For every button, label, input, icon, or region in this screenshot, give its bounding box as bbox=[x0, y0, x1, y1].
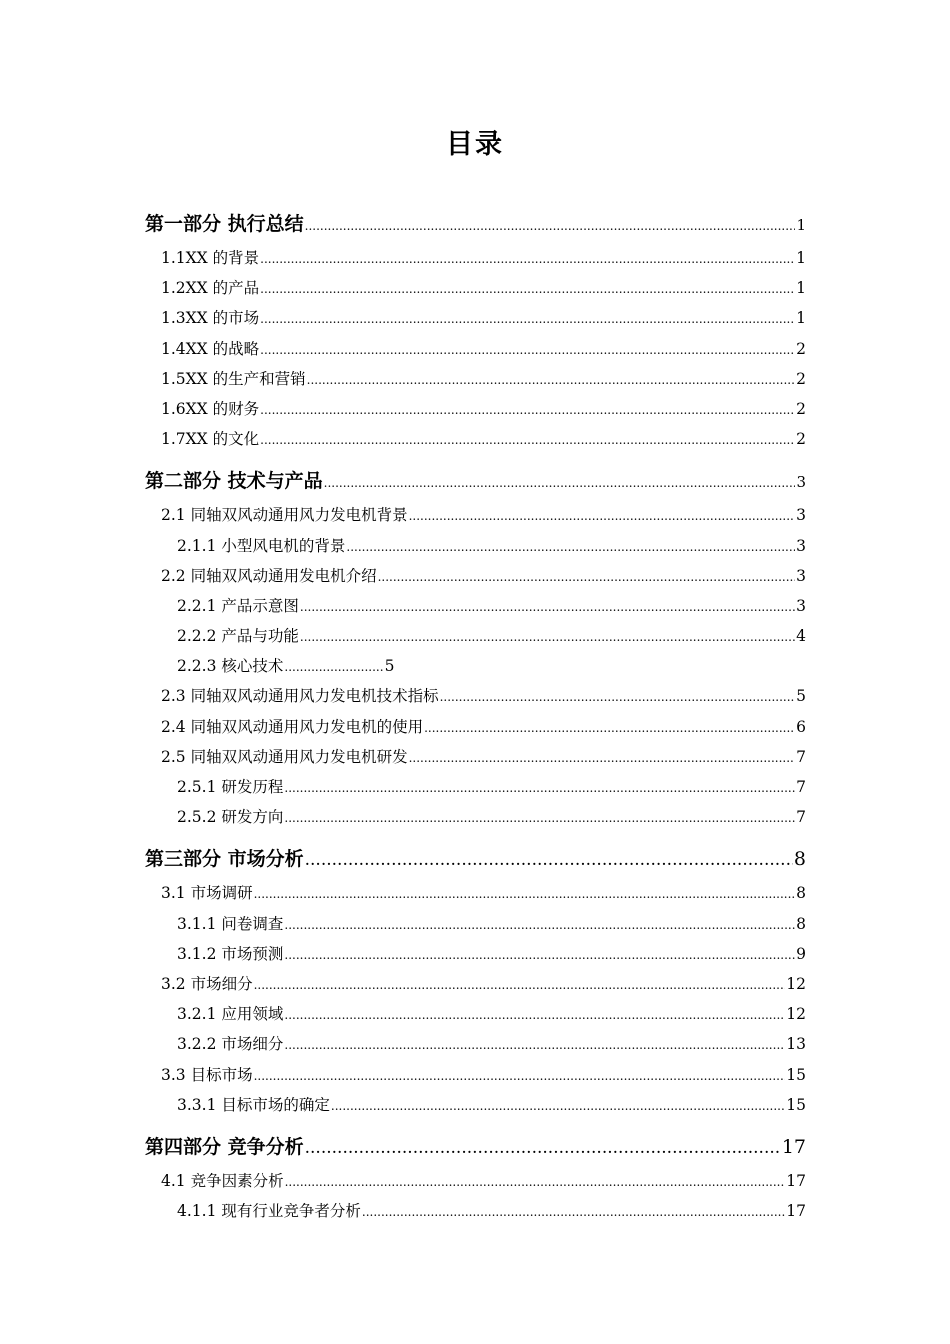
toc-entry-title: 2.5.2 研发方向 bbox=[177, 808, 284, 827]
toc-page-number: 5 bbox=[796, 687, 806, 706]
toc-dot-leader bbox=[324, 464, 796, 502]
toc-page-number: 7 bbox=[796, 808, 806, 827]
toc-entry[interactable] bbox=[145, 878, 806, 908]
toc-entry-title: 2.1.1 小型风电机的背景 bbox=[177, 536, 346, 555]
toc-dot-leader bbox=[378, 562, 796, 592]
toc-dot-leader bbox=[305, 207, 796, 245]
page-title: 目录 bbox=[446, 129, 504, 160]
toc-section bbox=[145, 840, 806, 1120]
toc-entry-title: 3.2.1 应用领域 bbox=[177, 1005, 284, 1024]
toc-page-number: 1 bbox=[796, 279, 806, 298]
toc-entry[interactable] bbox=[145, 561, 806, 591]
toc-entry-title: 2.3 同轴双风动通用风力发电机技术指标 bbox=[161, 687, 439, 706]
toc-section bbox=[145, 205, 806, 454]
toc-page-number: 17 bbox=[786, 1202, 806, 1221]
toc-entry-title: 3.1.2 市场预测 bbox=[177, 944, 284, 963]
toc-dot-leader bbox=[260, 425, 795, 455]
toc-dot-leader bbox=[285, 1167, 786, 1197]
toc-dot-leader bbox=[284, 652, 383, 682]
toc-entry[interactable] bbox=[145, 1090, 806, 1120]
toc-page-number: 12 bbox=[786, 974, 806, 993]
toc-dot-leader bbox=[284, 1000, 785, 1030]
toc-page-number: 6 bbox=[796, 717, 806, 736]
toc-dot-leader bbox=[424, 713, 795, 743]
toc-dot-leader bbox=[254, 879, 796, 909]
toc-dot-leader bbox=[254, 1061, 786, 1091]
toc-entry[interactable] bbox=[145, 424, 806, 454]
toc-dot-leader bbox=[260, 274, 795, 304]
toc-entry-title: 4.1 竞争因素分析 bbox=[161, 1171, 284, 1190]
toc-entry[interactable] bbox=[145, 999, 806, 1029]
toc-entry-title: 2.5.1 研发历程 bbox=[177, 778, 284, 796]
toc-entry-title: 2.5 同轴双风动通用风力发电机研发 bbox=[161, 747, 408, 766]
toc-page-number: 4 bbox=[796, 627, 806, 646]
toc-entry-title: 第一部分 执行总结 bbox=[145, 213, 304, 235]
toc-entry-title: 3.1 市场调研 bbox=[161, 884, 253, 903]
toc-entry[interactable] bbox=[145, 742, 806, 772]
toc-page-number: 5 bbox=[384, 657, 395, 676]
toc-entry[interactable] bbox=[145, 273, 806, 303]
toc-page-number: 3 bbox=[796, 536, 806, 555]
toc-entry[interactable] bbox=[145, 1196, 806, 1226]
toc-dot-leader bbox=[331, 1091, 785, 1121]
toc-page-number: 3 bbox=[796, 473, 806, 492]
toc-dot-leader bbox=[305, 1129, 781, 1167]
toc-entry[interactable] bbox=[145, 243, 806, 273]
toc-entry-title: 2.2.3 核心技术 bbox=[177, 657, 284, 676]
toc-entry-title: 1.7XX 的文化 bbox=[161, 430, 260, 449]
toc-dot-leader bbox=[260, 335, 795, 365]
toc-page-number: 17 bbox=[786, 1171, 806, 1190]
toc-page-number: 2 bbox=[796, 399, 806, 418]
toc-page-number: 12 bbox=[786, 1005, 806, 1024]
toc-section-heading[interactable] bbox=[145, 462, 806, 500]
toc-entry[interactable] bbox=[145, 712, 806, 742]
toc-page-number: 17 bbox=[781, 1135, 806, 1158]
toc-page-number: 9 bbox=[796, 944, 806, 963]
toc-page-number: 8 bbox=[796, 914, 806, 933]
toc-section-heading[interactable] bbox=[145, 840, 806, 878]
toc-entry-title: 2.1 同轴双风动通用风力发电机背景 bbox=[161, 506, 408, 525]
toc-page-number: 1 bbox=[796, 249, 806, 267]
toc-page-number: 2 bbox=[796, 339, 806, 358]
toc-page-number: 8 bbox=[796, 884, 806, 903]
toc-page-number: 7 bbox=[796, 778, 806, 796]
toc-dot-leader bbox=[362, 1197, 785, 1227]
toc-section-heading[interactable] bbox=[145, 1128, 806, 1166]
toc-dot-leader bbox=[305, 841, 793, 879]
toc-page-number: 15 bbox=[786, 1065, 806, 1084]
toc-entry-title: 1.1XX 的背景 bbox=[161, 249, 260, 267]
toc-entry[interactable] bbox=[145, 591, 806, 621]
toc-entry[interactable] bbox=[145, 621, 806, 651]
toc-entry-title: 2.2 同轴双风动通用发电机介绍 bbox=[161, 566, 377, 585]
toc-entry[interactable] bbox=[145, 303, 806, 333]
toc-page-number: 2 bbox=[796, 369, 806, 388]
toc-page-number: 3 bbox=[796, 506, 806, 525]
toc-entry[interactable] bbox=[145, 651, 806, 681]
toc-entry[interactable] bbox=[145, 334, 806, 364]
toc-dot-leader bbox=[300, 622, 795, 652]
toc-entry[interactable] bbox=[145, 1166, 806, 1196]
toc-entry-title: 4.1.1 现有行业竞争者分析 bbox=[177, 1202, 361, 1221]
toc-section bbox=[145, 462, 806, 832]
toc-dot-leader bbox=[254, 970, 786, 1000]
toc-dot-leader bbox=[284, 910, 795, 940]
toc-entry-title: 1.2XX 的产品 bbox=[161, 279, 260, 298]
toc-entry-title: 1.3XX 的市场 bbox=[161, 309, 260, 328]
toc-dot-leader bbox=[409, 743, 796, 773]
toc-section bbox=[145, 1128, 806, 1226]
toc-entry[interactable] bbox=[145, 500, 806, 530]
toc-entry[interactable] bbox=[145, 772, 806, 802]
toc-dot-leader bbox=[284, 803, 795, 833]
toc-page-number: 3 bbox=[796, 566, 806, 585]
toc-dot-leader bbox=[260, 395, 795, 425]
toc-entry-title: 3.2.2 市场细分 bbox=[177, 1035, 284, 1054]
toc-entry[interactable] bbox=[145, 364, 806, 394]
toc-dot-leader bbox=[284, 773, 795, 803]
table-of-contents bbox=[145, 205, 806, 1234]
toc-page-number: 8 bbox=[793, 848, 806, 871]
toc-page-number: 7 bbox=[796, 747, 806, 766]
toc-entry-title: 3.2 市场细分 bbox=[161, 974, 253, 993]
toc-dot-leader bbox=[307, 365, 795, 395]
toc-page-number: 1 bbox=[796, 216, 806, 234]
toc-dot-leader bbox=[440, 682, 796, 712]
toc-entry-title: 1.5XX 的生产和营销 bbox=[161, 369, 306, 388]
toc-entry-title: 1.4XX 的战略 bbox=[161, 339, 260, 358]
toc-page-number: 3 bbox=[796, 596, 806, 615]
toc-entry[interactable] bbox=[145, 681, 806, 711]
toc-page-number: 2 bbox=[796, 430, 806, 449]
toc-entry-title: 第四部分 竞争分析 bbox=[145, 1135, 304, 1158]
toc-section-heading[interactable] bbox=[145, 205, 806, 243]
toc-entry[interactable] bbox=[145, 1029, 806, 1059]
toc-page-number: 15 bbox=[786, 1095, 806, 1114]
toc-dot-leader bbox=[284, 1030, 785, 1060]
toc-entry[interactable] bbox=[145, 909, 806, 939]
toc-entry-title: 3.1.1 问卷调查 bbox=[177, 914, 284, 933]
toc-entry-title: 2.2.2 产品与功能 bbox=[177, 627, 299, 646]
toc-entry[interactable] bbox=[145, 531, 806, 561]
toc-entry-title: 3.3.1 目标市场的确定 bbox=[177, 1095, 330, 1114]
toc-dot-leader bbox=[300, 592, 795, 622]
toc-dot-leader bbox=[409, 501, 796, 531]
toc-entry-title: 1.6XX 的财务 bbox=[161, 399, 260, 418]
toc-entry-title: 2.4 同轴双风动通用风力发电机的使用 bbox=[161, 717, 424, 736]
toc-page-number: 13 bbox=[786, 1035, 806, 1054]
toc-entry[interactable] bbox=[145, 939, 806, 969]
toc-entry[interactable] bbox=[145, 802, 806, 832]
toc-entry[interactable] bbox=[145, 394, 806, 424]
toc-entry-title: 2.2.1 产品示意图 bbox=[177, 596, 299, 615]
toc-dot-leader bbox=[260, 244, 795, 274]
toc-entry-title: 第二部分 技术与产品 bbox=[145, 470, 323, 493]
toc-entry-title: 第三部分 市场分析 bbox=[145, 848, 304, 871]
toc-entry[interactable] bbox=[145, 969, 806, 999]
toc-dot-leader bbox=[284, 940, 795, 970]
toc-dot-leader bbox=[346, 532, 795, 562]
toc-page-number: 1 bbox=[796, 309, 806, 328]
toc-entry[interactable] bbox=[145, 1060, 806, 1090]
toc-dot-leader bbox=[260, 304, 795, 334]
toc-entry-title: 3.3 目标市场 bbox=[161, 1065, 253, 1084]
